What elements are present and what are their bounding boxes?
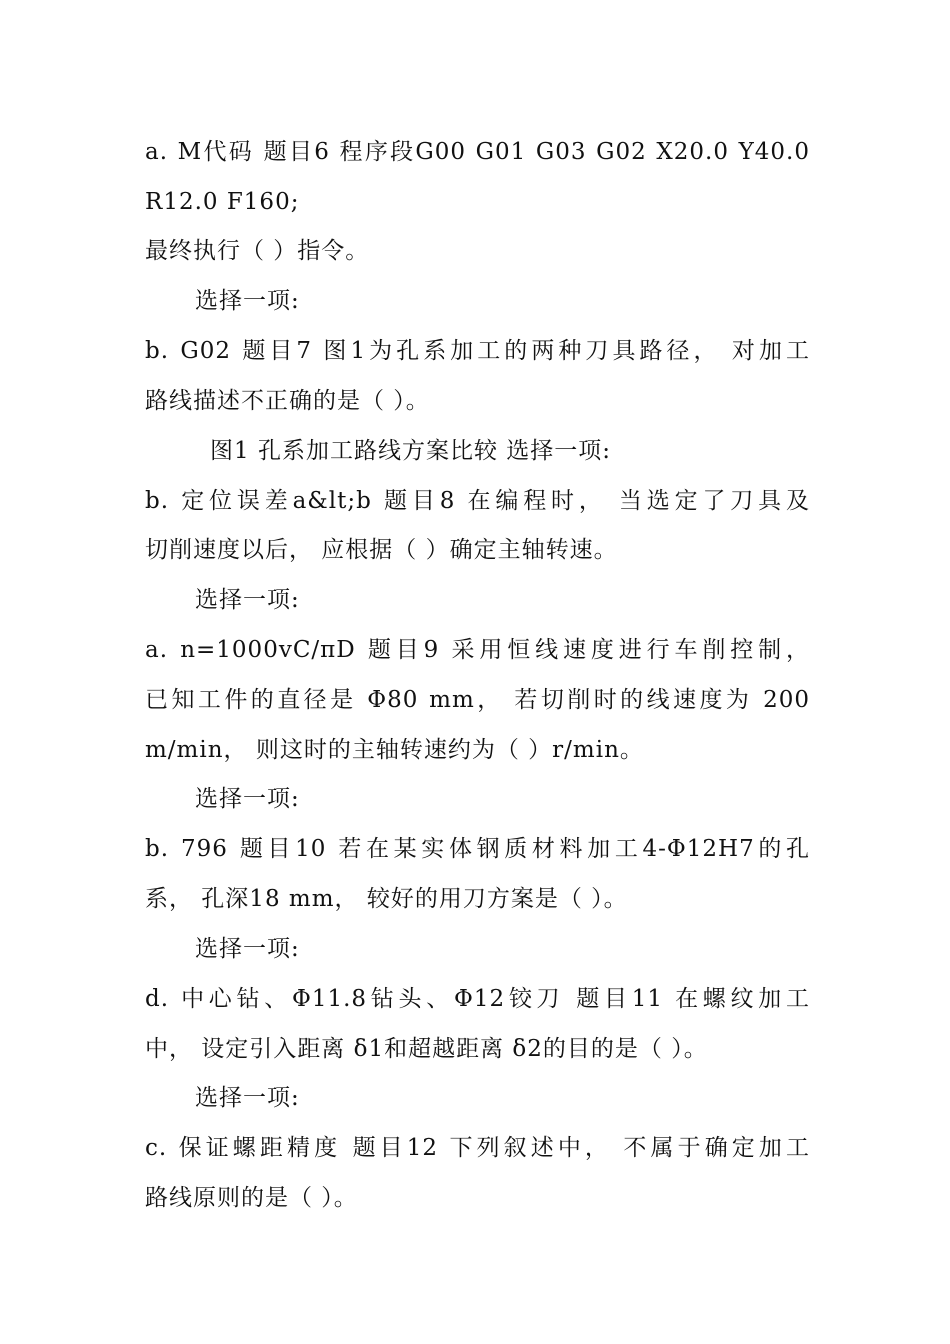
text-line: 选择一项: <box>195 786 300 812</box>
text-line: a. M代码 题目6 程序段G00 G01 G03 G02 X20.0 Y40.0 <box>145 139 810 165</box>
text-line: 路线原则的是（ ）。 <box>145 1185 358 1211</box>
text-line: d. 中心钻、Φ11.8钻头、Φ12铰刀 题目11 在螺纹加工 <box>145 986 810 1012</box>
text-line: 选择一项: <box>195 936 300 962</box>
text-line: a. n=1000vC/πD 题目9 采用恒线速度进行车削控制， <box>145 637 810 663</box>
text-line: 切削速度以后， 应根据（ ）确定主轴转速。 <box>145 537 618 563</box>
text-line: 最终执行（ ）指令。 <box>145 238 370 264</box>
text-line: R12.0 F160; <box>145 189 300 215</box>
text-line: 路线描述不正确的是（ ）。 <box>145 388 430 414</box>
text-line: c. 保证螺距精度 题目12 下列叙述中， 不属于确定加工 <box>145 1135 810 1161</box>
text-line: 中， 设定引入距离 δ1和超越距离 δ2的目的是（ ）。 <box>145 1036 708 1062</box>
text-line: 系， 孔深18 mm， 较好的用刀方案是（ ）。 <box>145 886 628 912</box>
text-line: 选择一项: <box>195 587 300 613</box>
text-line: b. 定位误差a&lt;b 题目8 在编程时， 当选定了刀具及 <box>145 488 810 514</box>
text-line: 选择一项: <box>195 1085 300 1111</box>
text-line: m/min， 则这时的主轴转速约为（ ）r/min。 <box>145 737 644 763</box>
text-line: 选择一项: <box>195 288 300 314</box>
text-line: b. G02 题目7 图1为孔系加工的两种刀具路径， 对加工 <box>145 338 810 364</box>
figure-caption: 图1 孔系加工路线方案比较 选择一项: <box>210 438 612 464</box>
text-line: 已知工件的直径是 Φ80 mm， 若切削时的线速度为 200 <box>145 687 810 713</box>
text-line: b. 796 题目10 若在某实体钢质材料加工4-Φ12H7的孔 <box>145 836 810 862</box>
